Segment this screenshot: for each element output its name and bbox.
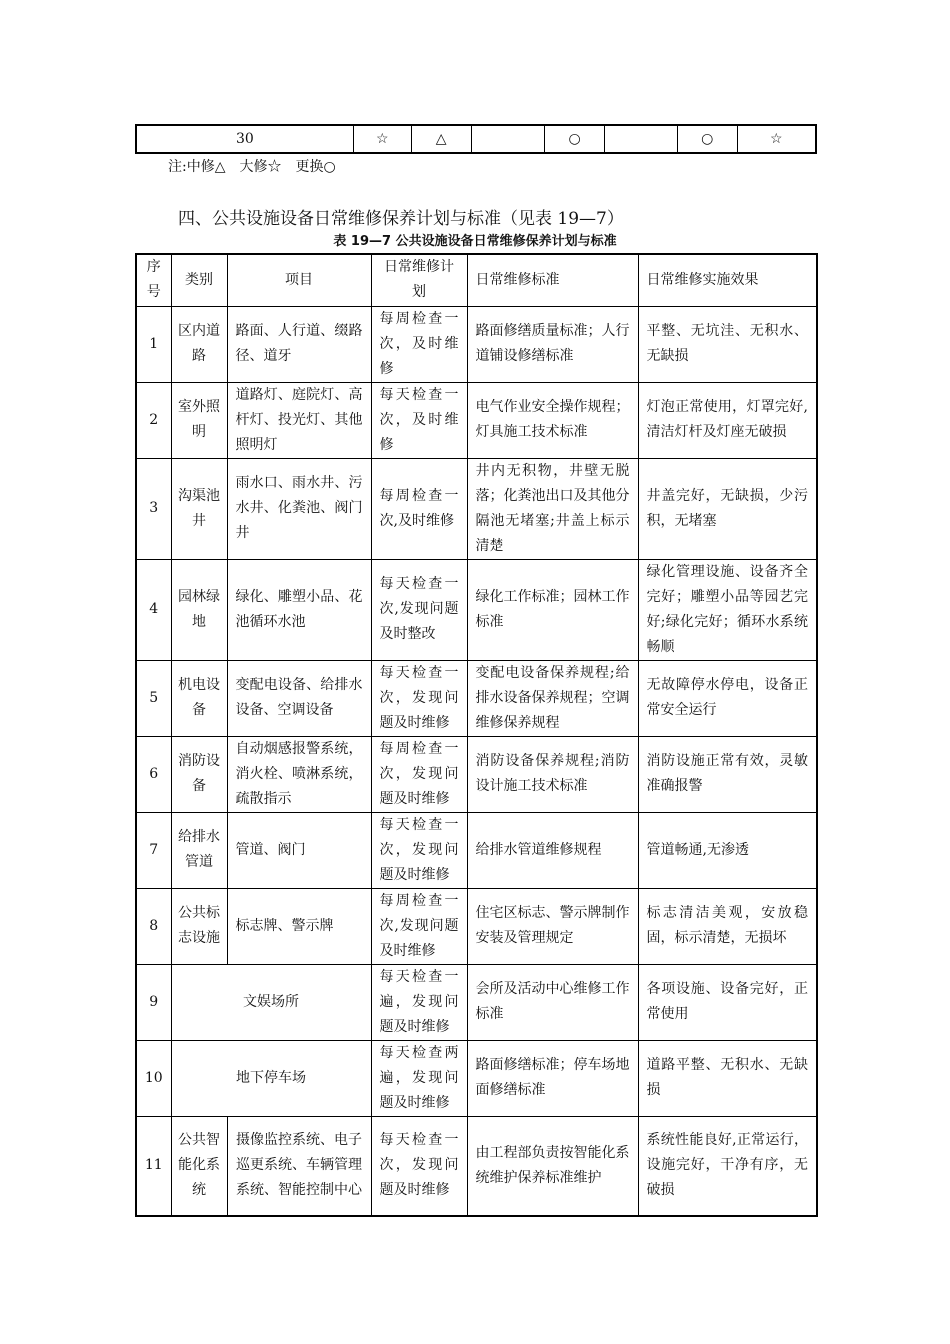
row-standard: 路面修缮质量标准；人行道铺设修缮标准	[467, 306, 638, 382]
empty-mark	[605, 125, 678, 153]
row-number: 11	[136, 1116, 171, 1216]
header-no: 序号	[136, 254, 171, 306]
replace-mark: ○	[545, 125, 605, 153]
table-row	[136, 458, 817, 559]
header-plan: 日常维修计划	[371, 254, 467, 306]
row-effect: 无故障停水停电，设备正常安全运行	[638, 660, 817, 736]
row-plan: 每天检查一次，发现问题及时维修	[371, 812, 467, 888]
header-item: 项目	[227, 254, 371, 306]
row-item: 绿化、雕塑小品、花池循环水池	[227, 559, 371, 660]
table-row	[136, 964, 817, 1040]
table-row	[136, 125, 816, 153]
row-plan: 每周检查一次,发现问题及时维修	[371, 888, 467, 964]
row-standard: 变配电设备保养规程;给排水设备保养规程；空调维修保养规程	[467, 660, 638, 736]
row-effect: 井盖完好，无缺损，少污积，无堵塞	[638, 458, 817, 559]
header-standard: 日常维修标准	[467, 254, 638, 306]
replace-mark: ○	[677, 125, 737, 153]
row-effect: 管道畅通,无渗透	[638, 812, 817, 888]
row-plan: 每周检查一次，发现问题及时维修	[371, 736, 467, 812]
row-number: 7	[136, 812, 171, 888]
row-effect: 灯泡正常使用，灯罩完好,清洁灯杆及灯座无破损	[638, 382, 817, 458]
row-category: 公共标志设施	[171, 888, 227, 964]
header-category: 类别	[171, 254, 227, 306]
row-effect: 系统性能良好,正常运行，设施完好，干净有序，无破损	[638, 1116, 817, 1216]
table-row	[136, 559, 817, 660]
row-plan: 每天检查一次，发现问题及时维修	[371, 660, 467, 736]
legend-note: 注:中修△ 大修☆ 更换○	[168, 159, 336, 175]
table-row	[136, 660, 817, 736]
row-plan: 每天检查两遍，发现问题及时维修	[371, 1040, 467, 1116]
empty-mark	[471, 125, 545, 153]
row-number: 1	[136, 306, 171, 382]
row-category: 机电设备	[171, 660, 227, 736]
header-effect: 日常维修实施效果	[638, 254, 817, 306]
row-standard: 住宅区标志、警示牌制作安装及管理规定	[467, 888, 638, 964]
row-item: 雨水口、雨水井、污水井、化粪池、阀门井	[227, 458, 371, 559]
row-standard: 路面修缮标准；停车场地面修缮标准	[467, 1040, 638, 1116]
row-effect: 道路平整、无积水、无缺损	[638, 1040, 817, 1116]
row-item: 道路灯、庭院灯、高杆灯、投光灯、其他照明灯	[227, 382, 371, 458]
table-row	[136, 306, 817, 382]
table-row	[136, 812, 817, 888]
maintenance-cycle-table-tail	[135, 124, 817, 154]
row-category: 地下停车场	[171, 1040, 371, 1116]
table-row	[136, 1116, 817, 1216]
maintenance-plan-table	[135, 253, 818, 1217]
row-number: 3	[136, 458, 171, 559]
header-row	[136, 254, 817, 306]
row-category: 消防设备	[171, 736, 227, 812]
row-item: 变配电设备、给排水设备、空调设备	[227, 660, 371, 736]
medium-repair-mark: △	[411, 125, 471, 153]
row-standard: 绿化工作标准；园林工作标准	[467, 559, 638, 660]
row-plan: 每周检查一次,及时维修	[371, 458, 467, 559]
row-item: 自动烟感报警系统，消火栓、喷淋系统，疏散指示	[227, 736, 371, 812]
row-item: 摄像监控系统、电子巡更系统、车辆管理系统、智能控制中心	[227, 1116, 371, 1216]
row-effect: 标志清洁美观，安放稳固，标示清楚，无损坏	[638, 888, 817, 964]
table-caption: 表 19—7 公共设施设备日常维修保养计划与标准	[333, 234, 617, 249]
row-category: 区内道路	[171, 306, 227, 382]
row-standard: 会所及活动中心维修工作标准	[467, 964, 638, 1040]
table-row	[136, 1040, 817, 1116]
row-standard: 消防设备保养规程;消防设计施工技术标准	[467, 736, 638, 812]
row-effect: 绿化管理设施、设备齐全完好；雕塑小品等园艺完好;绿化完好；循环水系统畅顺	[638, 559, 817, 660]
row-number: 5	[136, 660, 171, 736]
row-standard: 由工程部负责按智能化系统维护保养标准维护	[467, 1116, 638, 1216]
row-effect: 平整、无坑洼、无积水、无缺损	[638, 306, 817, 382]
row-number: 8	[136, 888, 171, 964]
table-row	[136, 736, 817, 812]
section-heading: 四、公共设施设备日常维修保养计划与标准（见表 19—7）	[178, 209, 624, 229]
row-plan: 每周检查一次，及时维修	[371, 306, 467, 382]
row-effect: 各项设施、设备完好，正常使用	[638, 964, 817, 1040]
row-number: 2	[136, 382, 171, 458]
row-label: 30	[136, 125, 353, 153]
row-plan: 每天检查一次，发现问题及时维修	[371, 1116, 467, 1216]
row-category: 公共智能化系统	[171, 1116, 227, 1216]
table-row	[136, 382, 817, 458]
row-item: 路面、人行道、缀路径、道牙	[227, 306, 371, 382]
row-number: 6	[136, 736, 171, 812]
row-item: 管道、阀门	[227, 812, 371, 888]
row-plan: 每天检查一次，及时维修	[371, 382, 467, 458]
row-standard: 给排水管道维修规程	[467, 812, 638, 888]
row-item: 标志牌、警示牌	[227, 888, 371, 964]
row-category: 园林绿地	[171, 559, 227, 660]
row-plan: 每天检查一遍，发现问题及时维修	[371, 964, 467, 1040]
row-category: 给排水管道	[171, 812, 227, 888]
row-category: 沟渠池井	[171, 458, 227, 559]
major-repair-mark: ☆	[737, 125, 816, 153]
table-row	[136, 888, 817, 964]
row-standard: 电气作业安全操作规程；灯具施工技术标准	[467, 382, 638, 458]
row-category: 室外照明	[171, 382, 227, 458]
row-number: 10	[136, 1040, 171, 1116]
row-plan: 每天检查一次,发现问题及时整改	[371, 559, 467, 660]
row-number: 9	[136, 964, 171, 1040]
row-number: 4	[136, 559, 171, 660]
row-standard: 井内无积物，井壁无脱落；化粪池出口及其他分隔池无堵塞;井盖上标示清楚	[467, 458, 638, 559]
major-repair-mark: ☆	[353, 125, 411, 153]
row-effect: 消防设施正常有效，灵敏准确报警	[638, 736, 817, 812]
row-category: 文娱场所	[171, 964, 371, 1040]
